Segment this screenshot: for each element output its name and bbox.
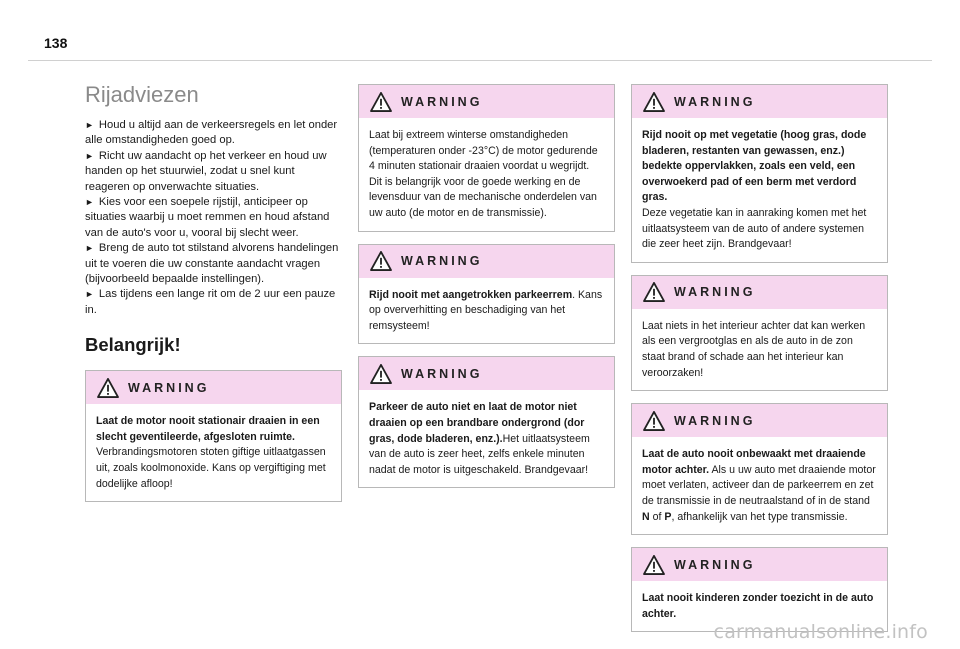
warning-box [631,547,888,632]
watermark-text[interactable]: carmanualsonline.info [713,621,928,643]
warning-title: WARNING [401,366,483,381]
warning-box [631,403,888,535]
column-3 [631,84,888,644]
warning-box [358,84,615,232]
warning-header [632,85,887,118]
warning-text: Laat niets in het interieur achter dat kan werken als een vergrootglas en als de auto in de zon staat brand of schade aan het interieur kan veroorzaken! [642,319,866,379]
warning-triangle-icon [370,92,392,112]
warning-text: Rijd nooit met aangetrokken parkeerrem. Kans op oververhitting en beschadiging van het remsysteem! [369,288,603,332]
warning-triangle-icon [370,251,392,271]
warning-box [85,370,342,502]
warning-header [359,357,614,390]
column-2 [358,84,615,500]
warning-title: WARNING [674,94,756,109]
warning-box [631,84,888,263]
warning-text: Laat nooit kinderen zonder toezicht in de auto achter. [642,592,874,620]
bullet-list [85,118,342,318]
warning-triangle-icon [643,92,665,112]
warning-box [358,244,615,345]
page-number: 138 [44,35,68,51]
bullet-item: ► Las tijdens een lange rit om de 2 uur een pauze in. [85,288,336,316]
warning-triangle-icon [643,282,665,302]
warning-triangle-icon [643,555,665,575]
warning-text: Parkeer de auto niet en laat de motor niet draaien op een brandbare ondergrond (dor gras, dode bladeren, enz.).Het uitlaatsysteem van de auto is zeer heet, zelfs enkele minuten nadat de motor is uitgeschakeld. Brandgevaar! [369,401,590,476]
warning-triangle-icon [97,378,119,398]
warning-title: WARNING [401,94,483,109]
warning-header [632,404,887,437]
bullet-item: ► Breng de auto tot stilstand alvorens handelingen uit te voeren die uw constante aandacht vragen (bijvoorbeeld bepaalde instellingen). [85,242,339,286]
warning-header [632,548,887,581]
warning-title: WARNING [128,380,210,395]
top-divider [28,60,932,61]
warning-box [631,275,888,391]
warning-title: WARNING [401,254,483,269]
warning-title: WARNING [674,285,756,300]
warning-header [359,245,614,278]
bullet-item: ► Richt uw aandacht op het verkeer en houd uw handen op het stuurwiel, zodat u snel kunt reageren op onverwachte situaties. [85,149,327,193]
warning-triangle-icon [370,364,392,384]
warning-triangle-icon [643,411,665,431]
warning-text: Laat bij extreem winterse omstandigheden (temperaturen onder -23°C) de motor gedurende 4 minuten stationair draaien voordat u wegrijdt. Dit is belangrijk voor de goede werking en de levensduur van de mechanische onderdelen van uw auto (de motor en de transmissie). [369,129,598,219]
warning-text: Laat de motor nooit stationair draaien in een slecht geventileerde, afgesloten ruimte. Verbrandingsmotoren stoten giftige uitlaatgassen uit, zoals koolmonoxide. Kans op vergiftiging met dodelijke afloop! [96,415,326,490]
warning-header [632,276,887,309]
warning-title: WARNING [674,557,756,572]
warning-text: Rijd nooit op met vegetatie (hoog gras, dode bladeren, restanten van gewassen, enz.) bedekte oppervlakken, zoals een veld, een overwoekerd pad of een berm met verdord gras. Deze vegetatie kan in aanraking komen met het uitlaatsysteem van de auto of andere systemen die zeer heet zijn. Brandgevaar! [642,129,867,251]
arrow-icon: ► [85,243,94,254]
column-1 [85,82,342,514]
arrow-icon: ► [85,120,94,130]
warning-box [358,356,615,488]
arrow-icon: ► [85,197,94,208]
warning-header [86,371,341,404]
bullet-item: ► Kies voor een soepele rijstijl, anticipeer op situaties waarbij u moet remmen en houd afstand van de auto's voor u, vooral bij slecht weer. [85,196,330,239]
subsection-title: Belangrijk! [85,334,181,356]
bullet-item: ► Houd u altijd aan de verkeersregels en let onder alle omstandigheden goed op. [85,119,338,147]
warning-title: WARNING [674,413,756,428]
arrow-icon: ► [85,150,94,161]
warning-header [359,85,614,118]
section-title: Rijadviezen [85,82,199,107]
arrow-icon: ► [85,289,94,300]
warning-text: Laat de auto nooit onbewaakt met draaiende motor achter. Als u uw auto met draaiende motor moet verlaten, activeer dan de parkeerrem en zet de transmissie in de neutraalstand of in de stand N of P, afhankelijk van het type transmissie. [642,448,876,523]
